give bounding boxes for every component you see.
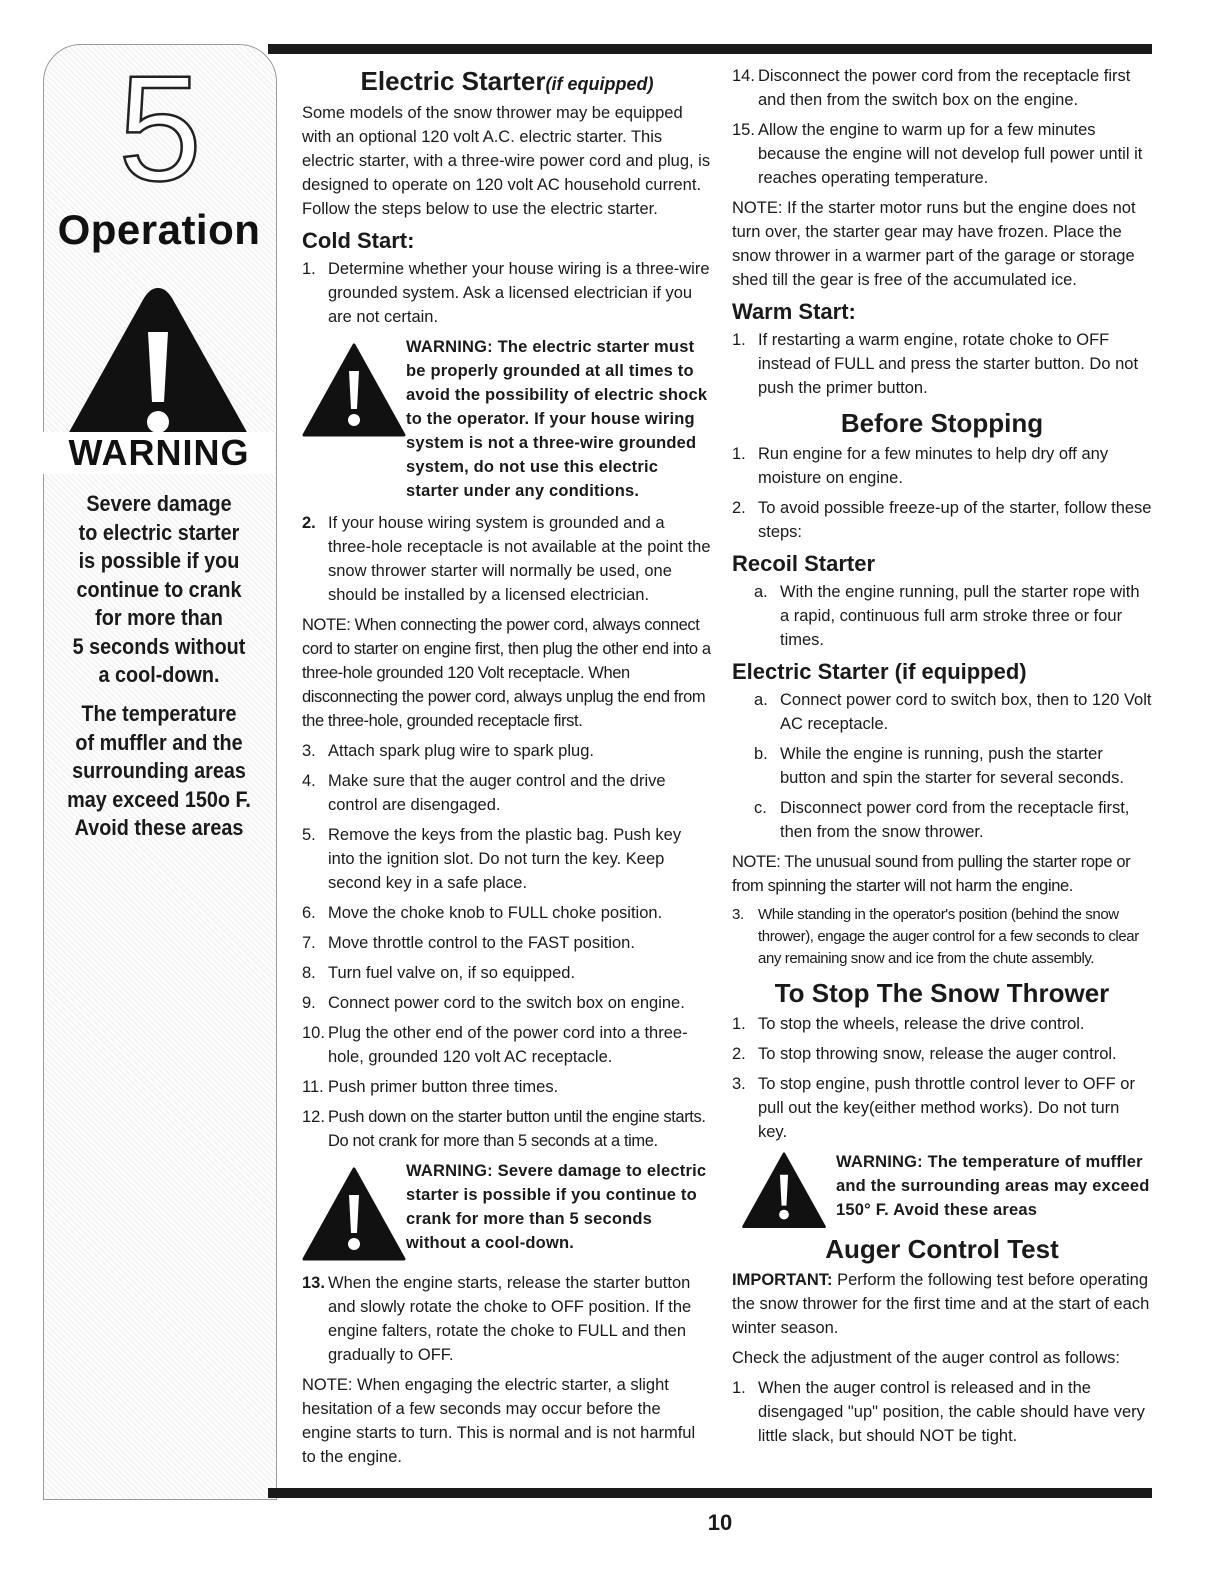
list-text: When the engine starts, release the starter button and slowly rotate the choke to OFF position. If the engine falters, rotate the choke to FULL and then gradually to OFF. xyxy=(328,1274,692,1364)
warning-triangle-icon xyxy=(302,1167,406,1263)
warning-triangle-icon xyxy=(732,1152,836,1230)
column-right xyxy=(732,64,1152,1454)
heading-cold-start: Cold Start: xyxy=(302,228,415,253)
list-item xyxy=(302,823,712,895)
list-letter: b. xyxy=(754,745,768,763)
section-title-electric-starter xyxy=(302,64,712,101)
list-item xyxy=(732,1012,1152,1036)
sidebar-line: may exceed 150o F. xyxy=(67,786,251,812)
list-number: 12. xyxy=(302,1108,325,1126)
list-item xyxy=(732,64,1152,112)
warning-heading: WARNING xyxy=(43,432,275,474)
list-text: Attach spark plug wire to spark plug. xyxy=(328,742,594,760)
list-text: Disconnect power cord from the receptacle first, then from the snow thrower. xyxy=(780,799,1130,841)
list-item xyxy=(302,257,712,329)
heading-auger-control-test: Auger Control Test xyxy=(825,1234,1059,1264)
list-number: 10. xyxy=(302,1024,325,1042)
chapter-number xyxy=(115,62,205,190)
sidebar-line: Severe damage xyxy=(86,491,232,516)
list-number: 4. xyxy=(302,772,316,790)
list-item xyxy=(302,961,712,985)
important-label: IMPORTANT: xyxy=(732,1271,833,1289)
list-item xyxy=(302,739,712,763)
warning-text: WARNING: The electric starter must be properly grounded at all times to avoid the possibility of electric shock to the operator. If your house wiring system is not a three-wire grounded system, do not use this electric starter under any conditions. xyxy=(406,338,708,500)
list-item xyxy=(302,1021,712,1069)
section-title-suffix: (if equipped) xyxy=(545,74,654,94)
list-item xyxy=(302,769,712,817)
sidebar-line: of muffler and the xyxy=(75,729,243,755)
heading-stop-snow-thrower: To Stop The Snow Thrower xyxy=(774,978,1110,1008)
list-text: To stop throwing snow, release the auger control. xyxy=(758,1045,1117,1063)
note-paragraph: NOTE: If the starter motor runs but the engine does not turn over, the starter gear may have frozen. Place the snow thrower in a warmer part of the garage or storage shed till the gear is free of the accumulated ice. xyxy=(732,199,1136,289)
heading-warm-start: Warm Start: xyxy=(732,299,856,324)
sidebar-line: is possible if you xyxy=(78,548,240,573)
list-number: 1. xyxy=(732,331,746,349)
list-text: Remove the keys from the plastic bag. Push key into the ignition slot. Do not turn the key. Keep second key in a safe place. xyxy=(328,826,682,892)
note-paragraph: NOTE: When connecting the power cord, always connect cord to starter on engine first, then plug the other end into a three-hole grounded 120 Volt receptacle. When disconnecting the power cord, always unplug the end from the three-hole, grounded receptacle first. xyxy=(302,616,711,730)
warning-box xyxy=(302,1159,712,1263)
warning-text: WARNING: Severe damage to electric starter is possible if you continue to crank for more than 5 seconds without a cool-down. xyxy=(406,1162,707,1252)
list-number: 3. xyxy=(732,906,744,923)
list-letter: a. xyxy=(754,691,768,709)
note-paragraph: NOTE: When engaging the electric starter, a slight hesitation of a few seconds may occur before the engine starts to turn. This is normal and is not harmful to the engine. xyxy=(302,1376,696,1466)
sidebar-warning-muffler xyxy=(63,700,256,843)
chapter-number-text: 5 xyxy=(118,62,202,190)
heading-before-stopping: Before Stopping xyxy=(840,408,1044,438)
list-item xyxy=(302,511,712,607)
list-item xyxy=(302,901,712,925)
column-left xyxy=(302,64,712,1475)
sidebar-line: a cool-down. xyxy=(98,662,220,687)
list-text: Connect power cord to the switch box on engine. xyxy=(328,994,685,1012)
list-number: 2. xyxy=(302,514,316,532)
list-item xyxy=(732,904,1152,970)
warning-box xyxy=(732,1150,1152,1230)
list-item xyxy=(302,1271,712,1367)
warning-triangle-icon xyxy=(62,284,254,454)
list-item xyxy=(302,1075,712,1099)
list-item xyxy=(302,1105,712,1153)
list-item xyxy=(732,1376,1152,1448)
sidebar-line: continue to crank xyxy=(76,576,242,602)
sidebar-line: to electric starter xyxy=(78,519,240,545)
chapter-title: Operation xyxy=(57,206,261,253)
sidebar-line: surrounding areas xyxy=(72,758,246,783)
list-item xyxy=(302,931,712,955)
list-text: To stop the wheels, release the drive control. xyxy=(758,1015,1085,1033)
list-number: 7. xyxy=(302,934,316,952)
sidebar-line: 5 seconds without xyxy=(72,633,246,659)
list-number: 14. xyxy=(732,67,755,85)
list-number: 8. xyxy=(302,964,316,982)
important-text: Perform the following test before operating the snow thrower for the first time and at the start of each winter season. xyxy=(732,1271,1150,1337)
list-number: 1. xyxy=(302,260,316,278)
warning-triangle-icon xyxy=(302,343,406,439)
heading-recoil-starter: Recoil Starter xyxy=(732,551,876,576)
warning-text: WARNING: The temperature of muffler and the surrounding areas may exceed 150° F. Avoid these areas xyxy=(836,1153,1150,1219)
list-number: 3. xyxy=(732,1075,746,1093)
list-text: Plug the other end of the power cord into a three-hole, grounded 120 volt AC receptacle. xyxy=(328,1024,688,1066)
list-number: 2. xyxy=(732,1045,746,1063)
list-text: Disconnect the power cord from the receptacle first and then from the switch box on the engine. xyxy=(758,67,1131,109)
list-number: 5. xyxy=(302,826,316,844)
list-item xyxy=(732,742,1152,790)
list-text: Determine whether your house wiring is a three-wire grounded system. Ask a licensed electrician if you are not certain. xyxy=(328,260,710,326)
list-text: Move throttle control to the FAST position. xyxy=(328,934,635,952)
list-item xyxy=(732,328,1152,400)
list-item xyxy=(732,496,1152,544)
list-text: If your house wiring system is grounded and a three-hole receptacle is not available at the point the snow thrower starter will normally be used, one should be installed by a licensed electrician. xyxy=(328,514,711,604)
list-item xyxy=(732,1042,1152,1066)
list-item xyxy=(732,1072,1152,1144)
page-number: 10 xyxy=(707,1510,733,1535)
list-text: Push primer button three times. xyxy=(328,1078,559,1096)
warning-box xyxy=(302,335,712,503)
list-number: 1. xyxy=(732,1015,746,1033)
sidebar-line: Avoid these areas xyxy=(74,815,244,840)
list-number: 13. xyxy=(302,1274,325,1292)
intro-paragraph: Some models of the snow thrower may be equipped with an optional 120 volt A.C. electric starter. This electric starter, with a three-wire power cord and plug, is designed to operate on 120 volt AC household current. Follow the steps below to use the electric starter. xyxy=(302,104,711,218)
list-text: Connect power cord to switch box, then to 120 Volt AC receptacle. xyxy=(780,691,1152,733)
list-item xyxy=(732,580,1152,652)
list-letter: a. xyxy=(754,583,768,601)
list-number: 1. xyxy=(732,445,746,463)
list-text: Push down on the starter button until the engine starts. Do not crank for more than 5 seconds at a time. xyxy=(328,1108,706,1150)
bottom-rule xyxy=(268,1488,1152,1498)
list-number: 11. xyxy=(302,1078,324,1096)
important-paragraph xyxy=(732,1268,1152,1340)
sidebar-line: The temperature xyxy=(81,701,237,726)
list-text: With the engine running, pull the starter rope with a rapid, continuous full arm stroke three or four times. xyxy=(780,583,1140,649)
list-text: While standing in the operator's position (behind the snow thrower), engage the auger control for a few seconds to clear any remaining snow and ice from the chute assembly. xyxy=(758,906,1139,967)
list-text: When the auger control is released and in the disengaged "up" position, the cable should have very little slack, but should NOT be tight. xyxy=(758,1379,1145,1445)
list-text: If restarting a warm engine, rotate choke to OFF instead of FULL and press the starter button. Do not push the primer button. xyxy=(758,331,1139,397)
heading-electric-starter: Electric Starter (if equipped) xyxy=(732,659,1027,684)
list-number: 3. xyxy=(302,742,316,760)
top-rule xyxy=(268,44,1152,54)
list-text: Run engine for a few minutes to help dry off any moisture on engine. xyxy=(758,445,1109,487)
list-item xyxy=(732,688,1152,736)
list-item xyxy=(732,796,1152,844)
list-item xyxy=(302,991,712,1015)
list-text: Move the choke knob to FULL choke position. xyxy=(328,904,663,922)
section-title-text: Electric Starter xyxy=(360,66,546,96)
list-text: Allow the engine to warm up for a few minutes because the engine will not develop full power until it reaches operating temperature. xyxy=(758,121,1143,187)
note-paragraph: NOTE: The unusual sound from pulling the starter rope or from spinning the starter will not harm the engine. xyxy=(732,853,1131,895)
list-text: To stop engine, push throttle control lever to OFF or pull out the key(either method works). Do not turn key. xyxy=(758,1075,1135,1141)
list-item xyxy=(732,442,1152,490)
list-number: 2. xyxy=(732,499,746,517)
check-paragraph: Check the adjustment of the auger control as follows: xyxy=(732,1349,1120,1367)
list-number: 6. xyxy=(302,904,316,922)
list-text: While the engine is running, push the starter button and spin the starter for several seconds. xyxy=(780,745,1124,787)
list-item xyxy=(732,118,1152,190)
list-number: 9. xyxy=(302,994,316,1012)
sidebar-line: for more than xyxy=(95,605,223,630)
list-letter: c. xyxy=(754,799,767,817)
list-text: Turn fuel valve on, if so equipped. xyxy=(328,964,576,982)
list-text: To avoid possible freeze-up of the starter, follow these steps: xyxy=(758,499,1152,541)
list-number: 1. xyxy=(732,1379,746,1397)
list-text: Make sure that the auger control and the drive control are disengaged. xyxy=(328,772,666,814)
sidebar-warning-starter xyxy=(63,490,256,690)
list-number: 15. xyxy=(732,121,755,139)
